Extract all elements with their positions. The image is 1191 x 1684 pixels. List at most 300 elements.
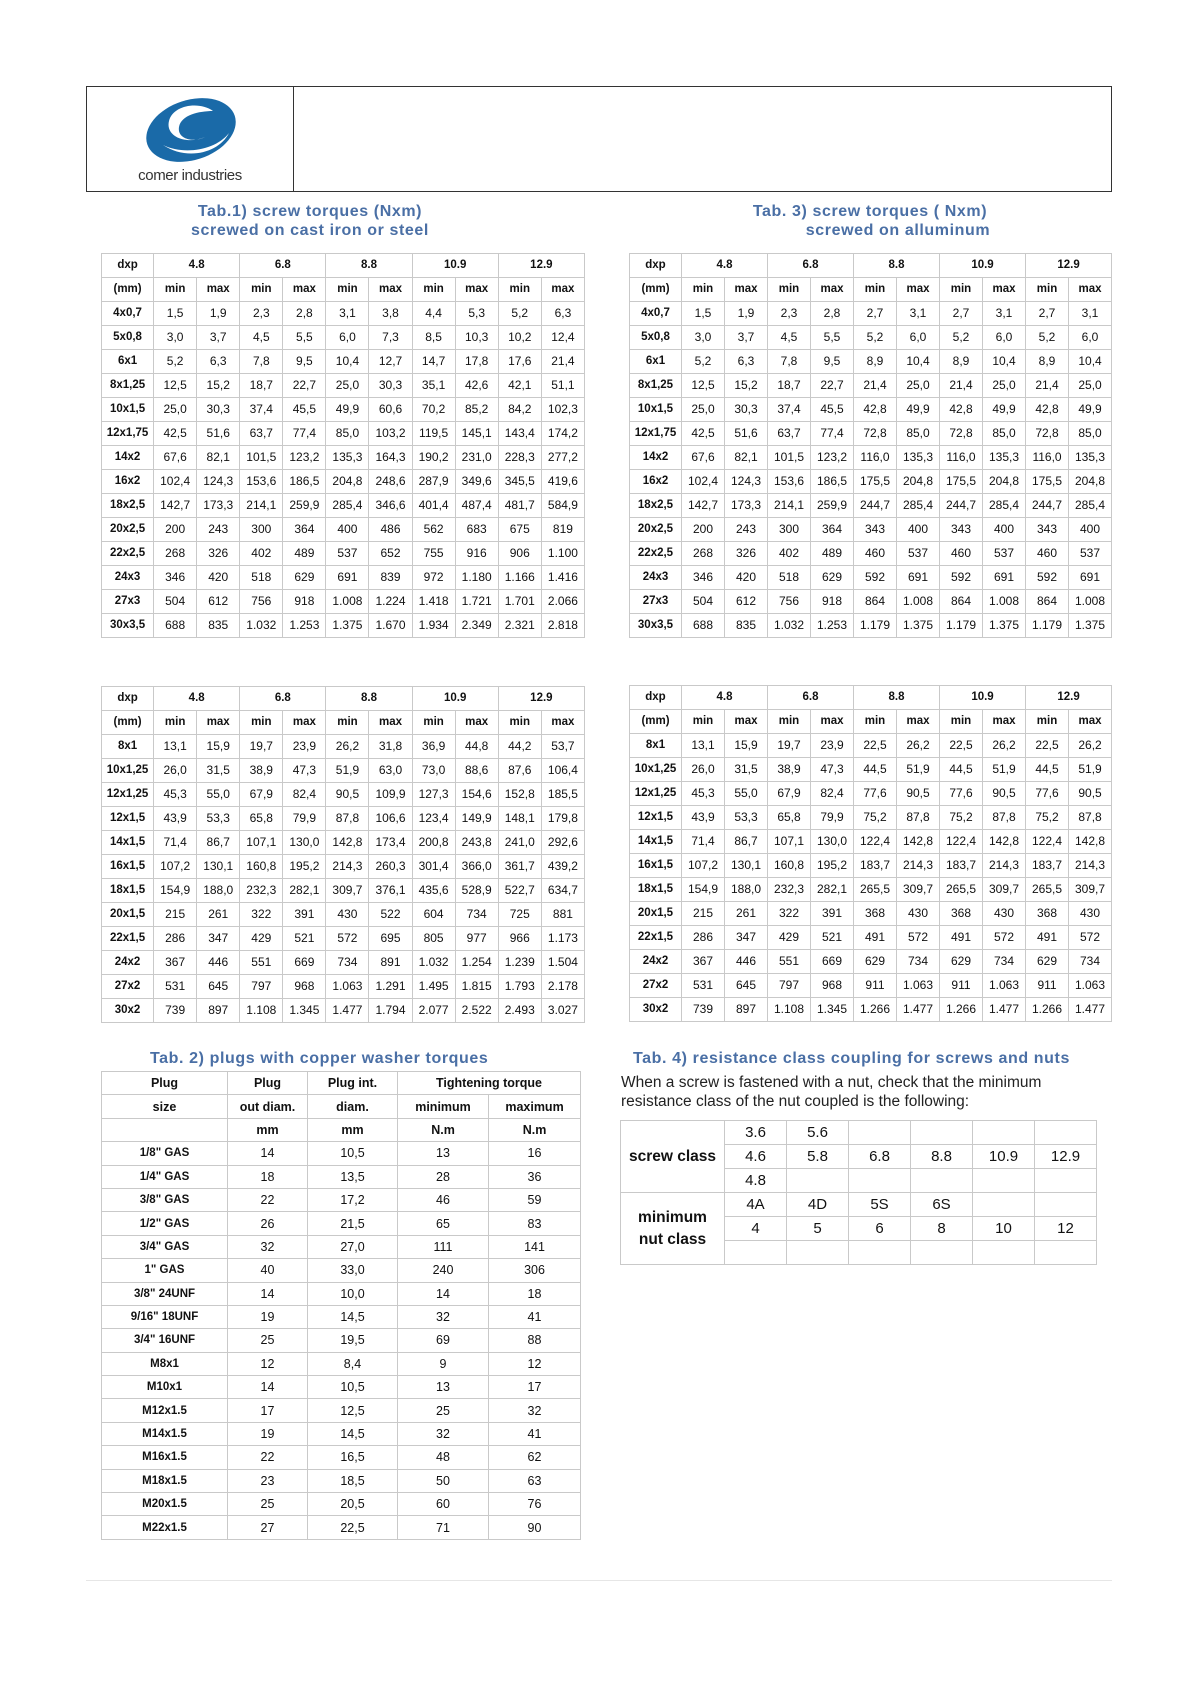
plug-value: 90 xyxy=(489,1516,581,1539)
plug-value: 18 xyxy=(489,1282,581,1305)
torque-value: 85,0 xyxy=(897,422,940,446)
torque-value: 430 xyxy=(983,902,1026,926)
torque-value: 22,5 xyxy=(1026,734,1069,758)
dxp-header: dxp xyxy=(630,686,682,710)
torque-value: 30,3 xyxy=(369,374,412,398)
torque-value: 491 xyxy=(854,926,897,950)
torque-value: 173,3 xyxy=(725,494,768,518)
torque-value: 25,0 xyxy=(682,398,725,422)
table-row xyxy=(630,398,1112,422)
torque-value: 6,0 xyxy=(326,326,369,350)
torque-value: 491 xyxy=(940,926,983,950)
torque-value: 122,4 xyxy=(854,830,897,854)
torque-value: 26,0 xyxy=(682,758,725,782)
max-header: max xyxy=(541,278,584,302)
tightening-header: Tightening torque xyxy=(398,1072,581,1095)
row-size-label: 6x1 xyxy=(630,350,682,374)
torque-value: 204,8 xyxy=(983,470,1026,494)
plug-value: 88 xyxy=(489,1329,581,1352)
torque-value: 725 xyxy=(498,903,541,927)
table-row xyxy=(102,1376,581,1399)
class-header: 6.8 xyxy=(768,254,854,278)
tab1-title xyxy=(150,202,470,240)
plug-value: 76 xyxy=(489,1493,581,1516)
torque-value: 739 xyxy=(682,998,725,1022)
nut-class-value: 5 xyxy=(787,1217,849,1241)
screw-class-value xyxy=(911,1169,973,1193)
torque-value: 1.179 xyxy=(940,614,983,638)
plug-value: 14,5 xyxy=(308,1422,398,1445)
torque-value: 152,8 xyxy=(498,783,541,807)
table-row xyxy=(102,735,585,759)
max-header: max xyxy=(455,278,498,302)
torque-value: 691 xyxy=(983,566,1026,590)
torque-value: 7,8 xyxy=(768,350,811,374)
torque-value: 154,9 xyxy=(154,879,197,903)
torque-value: 1.504 xyxy=(541,951,584,975)
torque-value: 430 xyxy=(897,902,940,926)
torque-value: 183,7 xyxy=(940,854,983,878)
torque-value: 528,9 xyxy=(455,879,498,903)
torque-value: 420 xyxy=(197,566,240,590)
torque-value: 259,9 xyxy=(811,494,854,518)
torque-value: 277,2 xyxy=(541,446,584,470)
tab3-table xyxy=(629,253,1112,638)
torque-value: 53,3 xyxy=(197,807,240,831)
row-size-label: 5x0,8 xyxy=(630,326,682,350)
torque-value: 200 xyxy=(682,518,725,542)
torque-value: 214,3 xyxy=(1069,854,1112,878)
maximum-subheader: maximum xyxy=(489,1095,581,1118)
torque-value: 179,8 xyxy=(541,807,584,831)
tab3b-table xyxy=(629,685,1112,1022)
torque-value: 215 xyxy=(154,903,197,927)
plug-size-value: M14x1.5 xyxy=(102,1422,228,1445)
torque-value: 592 xyxy=(940,566,983,590)
torque-value: 911 xyxy=(1026,974,1069,998)
torque-value: 3,1 xyxy=(326,302,369,326)
max-header: max xyxy=(1069,710,1112,734)
torque-value: 347 xyxy=(725,926,768,950)
plug-size-value: 9/16" 18UNF xyxy=(102,1305,228,1328)
plug-size-value: 3/4" 16UNF xyxy=(102,1329,228,1352)
torque-value: 537 xyxy=(983,542,1026,566)
torque-value: 1.266 xyxy=(854,998,897,1022)
plug-value: 8,4 xyxy=(308,1352,398,1375)
plug-value: 16 xyxy=(489,1142,581,1165)
torque-value: 51,9 xyxy=(1069,758,1112,782)
torque-value: 572 xyxy=(326,927,369,951)
torque-value: 572 xyxy=(983,926,1026,950)
torque-value: 300 xyxy=(768,518,811,542)
torque-value: 346 xyxy=(154,566,197,590)
torque-value: 44,5 xyxy=(940,758,983,782)
screw-class-value: 12.9 xyxy=(1035,1145,1097,1169)
torque-value: 966 xyxy=(498,927,541,951)
torque-value: 71,4 xyxy=(154,831,197,855)
max-header: max xyxy=(725,278,768,302)
torque-value: 537 xyxy=(897,542,940,566)
torque-value: 345,5 xyxy=(498,470,541,494)
class-header: 6.8 xyxy=(240,687,326,711)
torque-value: 2.178 xyxy=(541,975,584,999)
torque-value: 400 xyxy=(897,518,940,542)
plug-value: 20,5 xyxy=(308,1493,398,1516)
table-row xyxy=(102,302,585,326)
torque-value: 13,1 xyxy=(682,734,725,758)
torque-value: 1.721 xyxy=(455,590,498,614)
row-size-label: 24x3 xyxy=(630,566,682,590)
torque-value: 248,6 xyxy=(369,470,412,494)
torque-value: 675 xyxy=(498,518,541,542)
table-row xyxy=(630,806,1112,830)
torque-value: 45,5 xyxy=(811,398,854,422)
torque-value: 22,5 xyxy=(940,734,983,758)
torque-value: 173,4 xyxy=(369,831,412,855)
torque-value: 49,9 xyxy=(1069,398,1112,422)
table-row xyxy=(102,1446,581,1469)
plug-value: 33,0 xyxy=(308,1259,398,1282)
torque-value: 897 xyxy=(197,999,240,1023)
row-size-label: 14x2 xyxy=(630,446,682,470)
torque-value: 5,5 xyxy=(811,326,854,350)
torque-value: 2,3 xyxy=(768,302,811,326)
torque-value: 367 xyxy=(154,951,197,975)
row-size-label: 12x1,25 xyxy=(102,783,154,807)
torque-value: 349,6 xyxy=(455,470,498,494)
torque-value: 200 xyxy=(154,518,197,542)
nut-class-row xyxy=(621,1193,1097,1217)
torque-value: 2,7 xyxy=(940,302,983,326)
torque-value: 268 xyxy=(154,542,197,566)
torque-value: 214,1 xyxy=(240,494,283,518)
nut-class-value: 12 xyxy=(1035,1217,1097,1241)
class-header: 8.8 xyxy=(326,254,412,278)
torque-value: 1.180 xyxy=(455,566,498,590)
torque-value: 4,4 xyxy=(412,302,455,326)
max-header: max xyxy=(983,710,1026,734)
torque-value: 629 xyxy=(854,950,897,974)
torque-value: 143,4 xyxy=(498,422,541,446)
row-size-label: 8x1 xyxy=(102,735,154,759)
torque-value: 504 xyxy=(682,590,725,614)
torque-value: 49,9 xyxy=(897,398,940,422)
torque-value: 835 xyxy=(197,614,240,638)
table-row xyxy=(102,975,585,999)
torque-value: 45,3 xyxy=(682,782,725,806)
torque-value: 522 xyxy=(369,903,412,927)
torque-value: 77,6 xyxy=(854,782,897,806)
torque-value: 572 xyxy=(1069,926,1112,950)
torque-value: 504 xyxy=(154,590,197,614)
table-row xyxy=(102,614,585,638)
torque-value: 402 xyxy=(240,542,283,566)
torque-value: 145,1 xyxy=(455,422,498,446)
torque-value: 130,1 xyxy=(197,855,240,879)
torque-value: 612 xyxy=(725,590,768,614)
torque-value: 85,0 xyxy=(326,422,369,446)
torque-value: 6,0 xyxy=(897,326,940,350)
torque-value: 42,8 xyxy=(1026,398,1069,422)
torque-value: 1.173 xyxy=(541,927,584,951)
plug-value: 32 xyxy=(398,1422,489,1445)
torque-value: 906 xyxy=(498,542,541,566)
plug-value: 306 xyxy=(489,1259,581,1282)
torque-value: 79,9 xyxy=(811,806,854,830)
row-size-label: 10x1,25 xyxy=(102,759,154,783)
table-row xyxy=(630,494,1112,518)
plug-value: 19 xyxy=(228,1305,308,1328)
plug-value: 10,5 xyxy=(308,1376,398,1399)
row-size-label: 10x1,5 xyxy=(630,398,682,422)
table-row xyxy=(102,1142,581,1165)
max-header: max xyxy=(369,711,412,735)
row-size-label: 4x0,7 xyxy=(630,302,682,326)
table-row xyxy=(630,614,1112,638)
plug-value: 18,5 xyxy=(308,1469,398,1492)
torque-value: 241,0 xyxy=(498,831,541,855)
torque-value: 5,2 xyxy=(682,350,725,374)
torque-value: 12,7 xyxy=(369,350,412,374)
torque-value: 42,5 xyxy=(154,422,197,446)
out-diam-subheader: out diam. xyxy=(228,1095,308,1118)
tab2-table xyxy=(101,1071,581,1540)
torque-value: 214,1 xyxy=(768,494,811,518)
torque-value: 23,9 xyxy=(283,735,326,759)
torque-value: 419,6 xyxy=(541,470,584,494)
tab4-table xyxy=(620,1120,1097,1265)
torque-value: 652 xyxy=(369,542,412,566)
plug-value: 32 xyxy=(489,1399,581,1422)
torque-value: 688 xyxy=(682,614,725,638)
torque-value: 695 xyxy=(369,927,412,951)
torque-value: 14,7 xyxy=(412,350,455,374)
torque-value: 265,5 xyxy=(1026,878,1069,902)
torque-value: 322 xyxy=(240,903,283,927)
torque-value: 1.063 xyxy=(1069,974,1112,998)
torque-value: 2.493 xyxy=(498,999,541,1023)
torque-value: 6,3 xyxy=(725,350,768,374)
torque-value: 142,8 xyxy=(897,830,940,854)
torque-value: 429 xyxy=(768,926,811,950)
torque-value: 439,2 xyxy=(541,855,584,879)
plug-value: 69 xyxy=(398,1329,489,1352)
plug-value: 13 xyxy=(398,1376,489,1399)
min-header: min xyxy=(1026,278,1069,302)
max-header: max xyxy=(811,710,854,734)
torque-value: 3,0 xyxy=(682,326,725,350)
torque-value: 446 xyxy=(725,950,768,974)
torque-value: 13,1 xyxy=(154,735,197,759)
torque-value: 51,9 xyxy=(897,758,940,782)
torque-value: 343 xyxy=(854,518,897,542)
torque-value: 87,8 xyxy=(1069,806,1112,830)
plug-value: 17,2 xyxy=(308,1188,398,1211)
plug-value: 46 xyxy=(398,1188,489,1211)
torque-value: 90,5 xyxy=(983,782,1026,806)
screw-class-value xyxy=(849,1169,911,1193)
table-row xyxy=(630,998,1112,1022)
plug-value: 240 xyxy=(398,1259,489,1282)
table-row xyxy=(102,1399,581,1422)
screw-class-value: 4.6 xyxy=(725,1145,787,1169)
torque-value: 3,1 xyxy=(1069,302,1112,326)
torque-value: 75,2 xyxy=(1026,806,1069,830)
out-diam-header: Plug xyxy=(228,1072,308,1095)
torque-value: 551 xyxy=(240,951,283,975)
torque-value: 487,4 xyxy=(455,494,498,518)
tab4-text-line2: resistance class of the nut coupled is the following: xyxy=(621,1093,970,1110)
plug-value: 14 xyxy=(228,1282,308,1305)
torque-value: 12,5 xyxy=(682,374,725,398)
torque-value: 322 xyxy=(768,902,811,926)
torque-value: 918 xyxy=(811,590,854,614)
table-row xyxy=(102,566,585,590)
torque-value: 1.375 xyxy=(897,614,940,638)
torque-value: 87,8 xyxy=(983,806,1026,830)
torque-value: 90,5 xyxy=(897,782,940,806)
class-header: 4.8 xyxy=(682,254,768,278)
row-size-label: 22x1,5 xyxy=(102,927,154,951)
torque-value: 37,4 xyxy=(240,398,283,422)
torque-value: 629 xyxy=(940,950,983,974)
torque-value: 1.166 xyxy=(498,566,541,590)
class-header: 6.8 xyxy=(768,686,854,710)
torque-value: 400 xyxy=(983,518,1026,542)
unit-nm: N.m xyxy=(398,1118,489,1141)
torque-value: 734 xyxy=(1069,950,1112,974)
row-size-label: 27x2 xyxy=(630,974,682,998)
torque-value: 1.477 xyxy=(326,999,369,1023)
torque-value: 42,8 xyxy=(854,398,897,422)
torque-value: 65,8 xyxy=(240,807,283,831)
tab3-title-line2: screwed on alluminum xyxy=(805,222,991,239)
torque-value: 67,6 xyxy=(682,446,725,470)
torque-value: 22,5 xyxy=(854,734,897,758)
torque-value: 645 xyxy=(197,975,240,999)
torque-value: 174,2 xyxy=(541,422,584,446)
min-header: min xyxy=(326,278,369,302)
row-size-label: 20x2,5 xyxy=(102,518,154,542)
torque-value: 85,0 xyxy=(983,422,1026,446)
plug-value: 27 xyxy=(228,1516,308,1539)
table-row xyxy=(630,854,1112,878)
nut-label-line1: minimum xyxy=(638,1208,707,1226)
brand-name: comer industries xyxy=(138,167,242,184)
torque-value: 309,7 xyxy=(1069,878,1112,902)
min-header: min xyxy=(326,711,369,735)
torque-value: 309,7 xyxy=(897,878,940,902)
torque-value: 1.495 xyxy=(412,975,455,999)
row-size-label: 12x1,75 xyxy=(102,422,154,446)
row-size-label: 8x1,25 xyxy=(630,374,682,398)
row-size-label: 10x1,5 xyxy=(102,398,154,422)
torque-value: 2.349 xyxy=(455,614,498,638)
table-row xyxy=(102,1493,581,1516)
screw-class-value: 8.8 xyxy=(911,1145,973,1169)
torque-value: 22,7 xyxy=(283,374,326,398)
plug-value: 22 xyxy=(228,1188,308,1211)
min-header: min xyxy=(412,711,455,735)
unit-mm-2: mm xyxy=(308,1118,398,1141)
torque-value: 1.291 xyxy=(369,975,412,999)
min-header: min xyxy=(498,278,541,302)
torque-value: 592 xyxy=(1026,566,1069,590)
plug-value: 9 xyxy=(398,1352,489,1375)
torque-value: 368 xyxy=(854,902,897,926)
torque-value: 42,1 xyxy=(498,374,541,398)
torque-value: 691 xyxy=(897,566,940,590)
torque-value: 116,0 xyxy=(854,446,897,470)
torque-value: 326 xyxy=(725,542,768,566)
torque-value: 37,4 xyxy=(768,398,811,422)
torque-value: 1.934 xyxy=(412,614,455,638)
max-header: max xyxy=(197,711,240,735)
tab1-table xyxy=(101,253,585,638)
table-row xyxy=(630,926,1112,950)
min-header: min xyxy=(498,711,541,735)
torque-value: 3,8 xyxy=(369,302,412,326)
torque-value: 17,8 xyxy=(455,350,498,374)
torque-value: 116,0 xyxy=(1026,446,1069,470)
plug-value: 12 xyxy=(489,1352,581,1375)
torque-value: 175,5 xyxy=(940,470,983,494)
row-size-label: 8x1 xyxy=(630,734,682,758)
row-size-label: 18x2,5 xyxy=(630,494,682,518)
torque-value: 49,9 xyxy=(983,398,1026,422)
table-row xyxy=(102,1212,581,1235)
torque-value: 916 xyxy=(455,542,498,566)
min-header: min xyxy=(240,278,283,302)
unit-empty xyxy=(102,1118,228,1141)
torque-value: 518 xyxy=(768,566,811,590)
torque-value: 15,2 xyxy=(725,374,768,398)
nut-class-value xyxy=(849,1241,911,1265)
class-header: 10.9 xyxy=(412,687,498,711)
table-row xyxy=(102,1469,581,1492)
torque-value: 67,6 xyxy=(154,446,197,470)
table-row xyxy=(102,470,585,494)
torque-value: 346,6 xyxy=(369,494,412,518)
plug-value: 83 xyxy=(489,1212,581,1235)
torque-value: 51,9 xyxy=(983,758,1026,782)
torque-value: 53,3 xyxy=(725,806,768,830)
row-size-label: 22x2,5 xyxy=(630,542,682,566)
torque-value: 3,7 xyxy=(725,326,768,350)
torque-value: 739 xyxy=(154,999,197,1023)
torque-value: 10,4 xyxy=(1069,350,1112,374)
torque-value: 123,2 xyxy=(811,446,854,470)
diam-subheader: diam. xyxy=(308,1095,398,1118)
plug-value: 21,5 xyxy=(308,1212,398,1235)
plug-value: 41 xyxy=(489,1305,581,1328)
nut-class-value: 6S xyxy=(911,1193,973,1217)
tab4-text-line1: When a screw is fastened with a nut, check that the minimum xyxy=(621,1074,1042,1091)
torque-value: 301,4 xyxy=(412,855,455,879)
tab1-title-line1: Tab.1) screw torques (Nxm) xyxy=(197,203,423,220)
torque-value: 26,2 xyxy=(897,734,940,758)
plug-size-value: M8x1 xyxy=(102,1352,228,1375)
plug-value: 19,5 xyxy=(308,1329,398,1352)
row-size-label: 27x3 xyxy=(102,590,154,614)
dxp-header: dxp xyxy=(630,254,682,278)
torque-value: 244,7 xyxy=(1026,494,1069,518)
torque-value: 17,6 xyxy=(498,350,541,374)
torque-value: 63,7 xyxy=(768,422,811,446)
torque-value: 592 xyxy=(854,566,897,590)
plug-value: 10,5 xyxy=(308,1142,398,1165)
torque-value: 2.077 xyxy=(412,999,455,1023)
